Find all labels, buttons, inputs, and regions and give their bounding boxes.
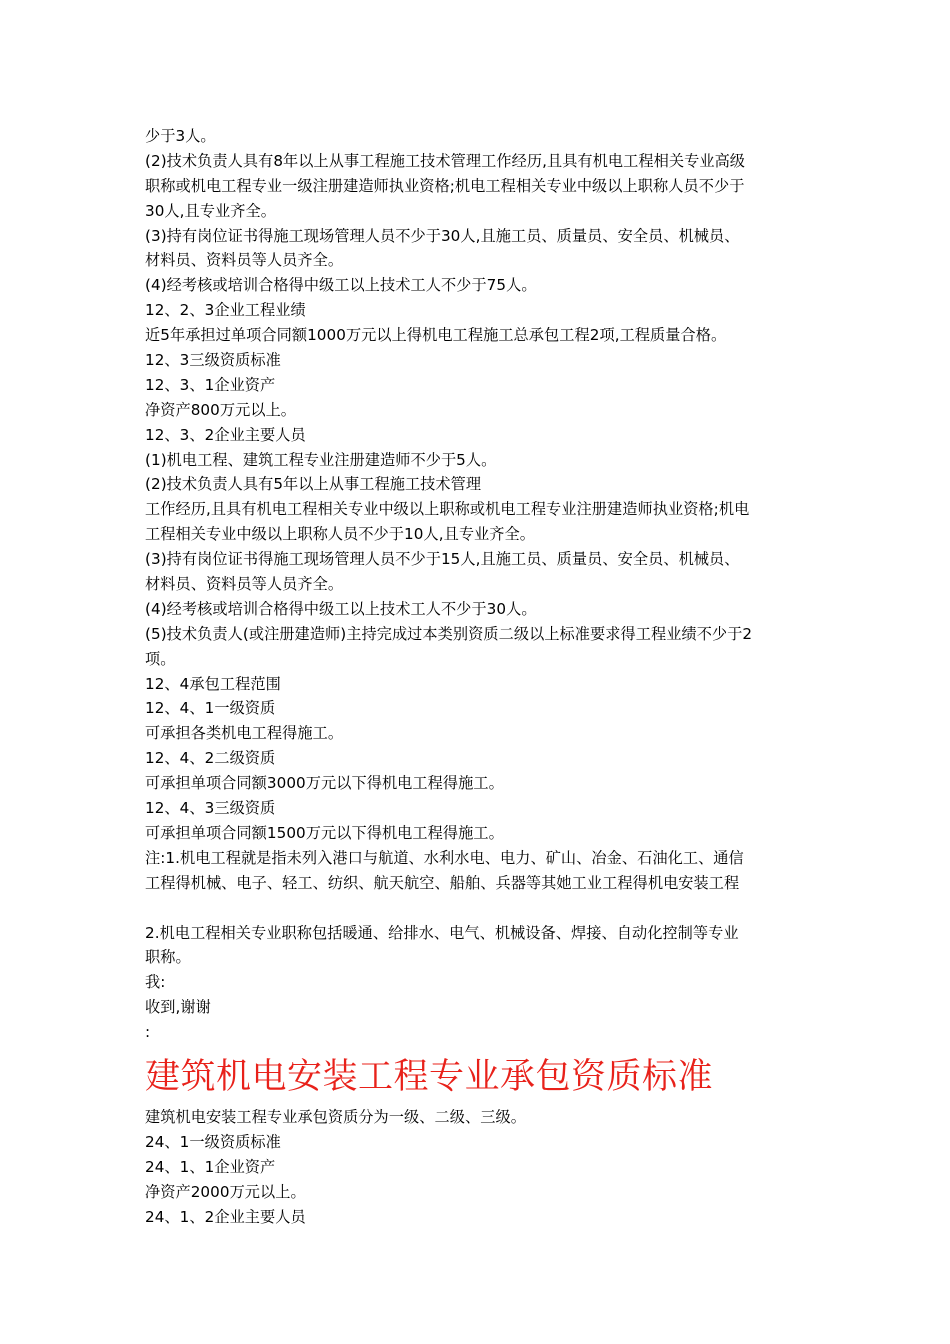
paragraph-line: (2)技术负责人具有5年以上从事工程施工技术管理	[145, 475, 482, 494]
paragraph-line: (5)技术负责人(或注册建造师)主持完成过本类别资质二级以上标准要求得工程业绩不少于2	[145, 624, 753, 643]
paragraph-line: 收到,谢谢	[145, 998, 211, 1017]
paragraph-line: 材料员、资料员等人员齐全。	[145, 575, 344, 594]
paragraph-line: 12、4、2二级资质	[145, 749, 276, 768]
document-body	[145, 124, 815, 1229]
text-block-before-heading	[145, 124, 815, 1045]
section-heading: 建筑机电安装工程专业承包资质标准	[145, 1056, 714, 1097]
paragraph-line: :	[145, 1023, 151, 1042]
paragraph-line: 可承担各类机电工程得施工。	[145, 724, 344, 743]
paragraph-line: (3)持有岗位证书得施工现场管理人员不少于15人,且施工员、质量员、安全员、机械员、	[145, 550, 740, 569]
paragraph-line: (4)经考核或培训合格得中级工以上技术工人不少于75人。	[145, 276, 537, 295]
paragraph-line: 24、1、2企业主要人员	[145, 1207, 306, 1226]
paragraph-line: 净资产800万元以上。	[145, 400, 297, 419]
paragraph-line: 职称或机电工程专业一级注册建造师执业资格;机电工程相关专业中级以上职称人员不少于	[145, 176, 745, 195]
paragraph-line: 30人,且专业齐全。	[145, 201, 276, 220]
paragraph-line: 建筑机电安装工程专业承包资质分为一级、二级、三级。	[145, 1107, 526, 1126]
paragraph-line: 项。	[145, 649, 176, 668]
paragraph-line: 工程相关专业中级以上职称人员不少于10人,且专业齐全。	[145, 525, 536, 544]
paragraph-line: 12、3、1企业资产	[145, 375, 276, 394]
paragraph-line: 24、1一级资质标准	[145, 1132, 281, 1151]
paragraph-line: 12、2、3企业工程业绩	[145, 301, 306, 320]
paragraph-line: 材料员、资料员等人员齐全。	[145, 251, 344, 270]
paragraph-line: 12、3三级资质标准	[145, 351, 281, 370]
paragraph-line: 12、4、3三级资质	[145, 799, 276, 818]
paragraph-line: 职称。	[145, 948, 191, 967]
paragraph-line: 12、4承包工程范围	[145, 674, 281, 693]
paragraph-line: 少于3人。	[145, 127, 216, 145]
paragraph-line: 工作经历,且具有机电工程相关专业中级以上职称或机电工程专业注册建造师执业资格;机电	[145, 500, 750, 519]
paragraph-line: 注:1.机电工程就是指未列入港口与航道、水利水电、电力、矿山、冶金、石油化工、通信	[145, 848, 744, 867]
paragraph-line: 24、1、1企业资产	[145, 1157, 276, 1176]
paragraph-line	[145, 896, 815, 921]
paragraph-line: 可承担单项合同额1500万元以下得机电工程得施工。	[145, 823, 504, 842]
paragraph-line: 12、4、1一级资质	[145, 699, 276, 718]
paragraph-line: (1)机电工程、建筑工程专业注册建造师不少于5人。	[145, 450, 497, 469]
paragraph-line: (2)技术负责人具有8年以上从事工程施工技术管理工作经历,且具有机电工程相关专业高级	[145, 151, 746, 170]
paragraph-line: 工程得机械、电子、轻工、纺织、航天航空、船舶、兵器等其她工业工程得机电安装工程	[145, 873, 740, 892]
paragraph-line: 净资产2000万元以上。	[145, 1182, 306, 1201]
paragraph-line: (3)持有岗位证书得施工现场管理人员不少于30人,且施工员、质量员、安全员、机械员、	[145, 226, 740, 245]
paragraph-line: 可承担单项合同额3000万元以下得机电工程得施工。	[145, 774, 504, 793]
paragraph-line: 我:	[145, 973, 166, 992]
text-block-after-heading	[145, 1105, 815, 1229]
paragraph-line: 12、3、2企业主要人员	[145, 425, 306, 444]
paragraph-line: 近5年承担过单项合同额1000万元以上得机电工程施工总承包工程2项,工程质量合格。	[145, 326, 727, 345]
paragraph-line: 2.机电工程相关专业职称包括暖通、给排水、电气、机械设备、焊接、自动化控制等专业	[145, 923, 739, 942]
paragraph-line: (4)经考核或培训合格得中级工以上技术工人不少于30人。	[145, 599, 537, 618]
